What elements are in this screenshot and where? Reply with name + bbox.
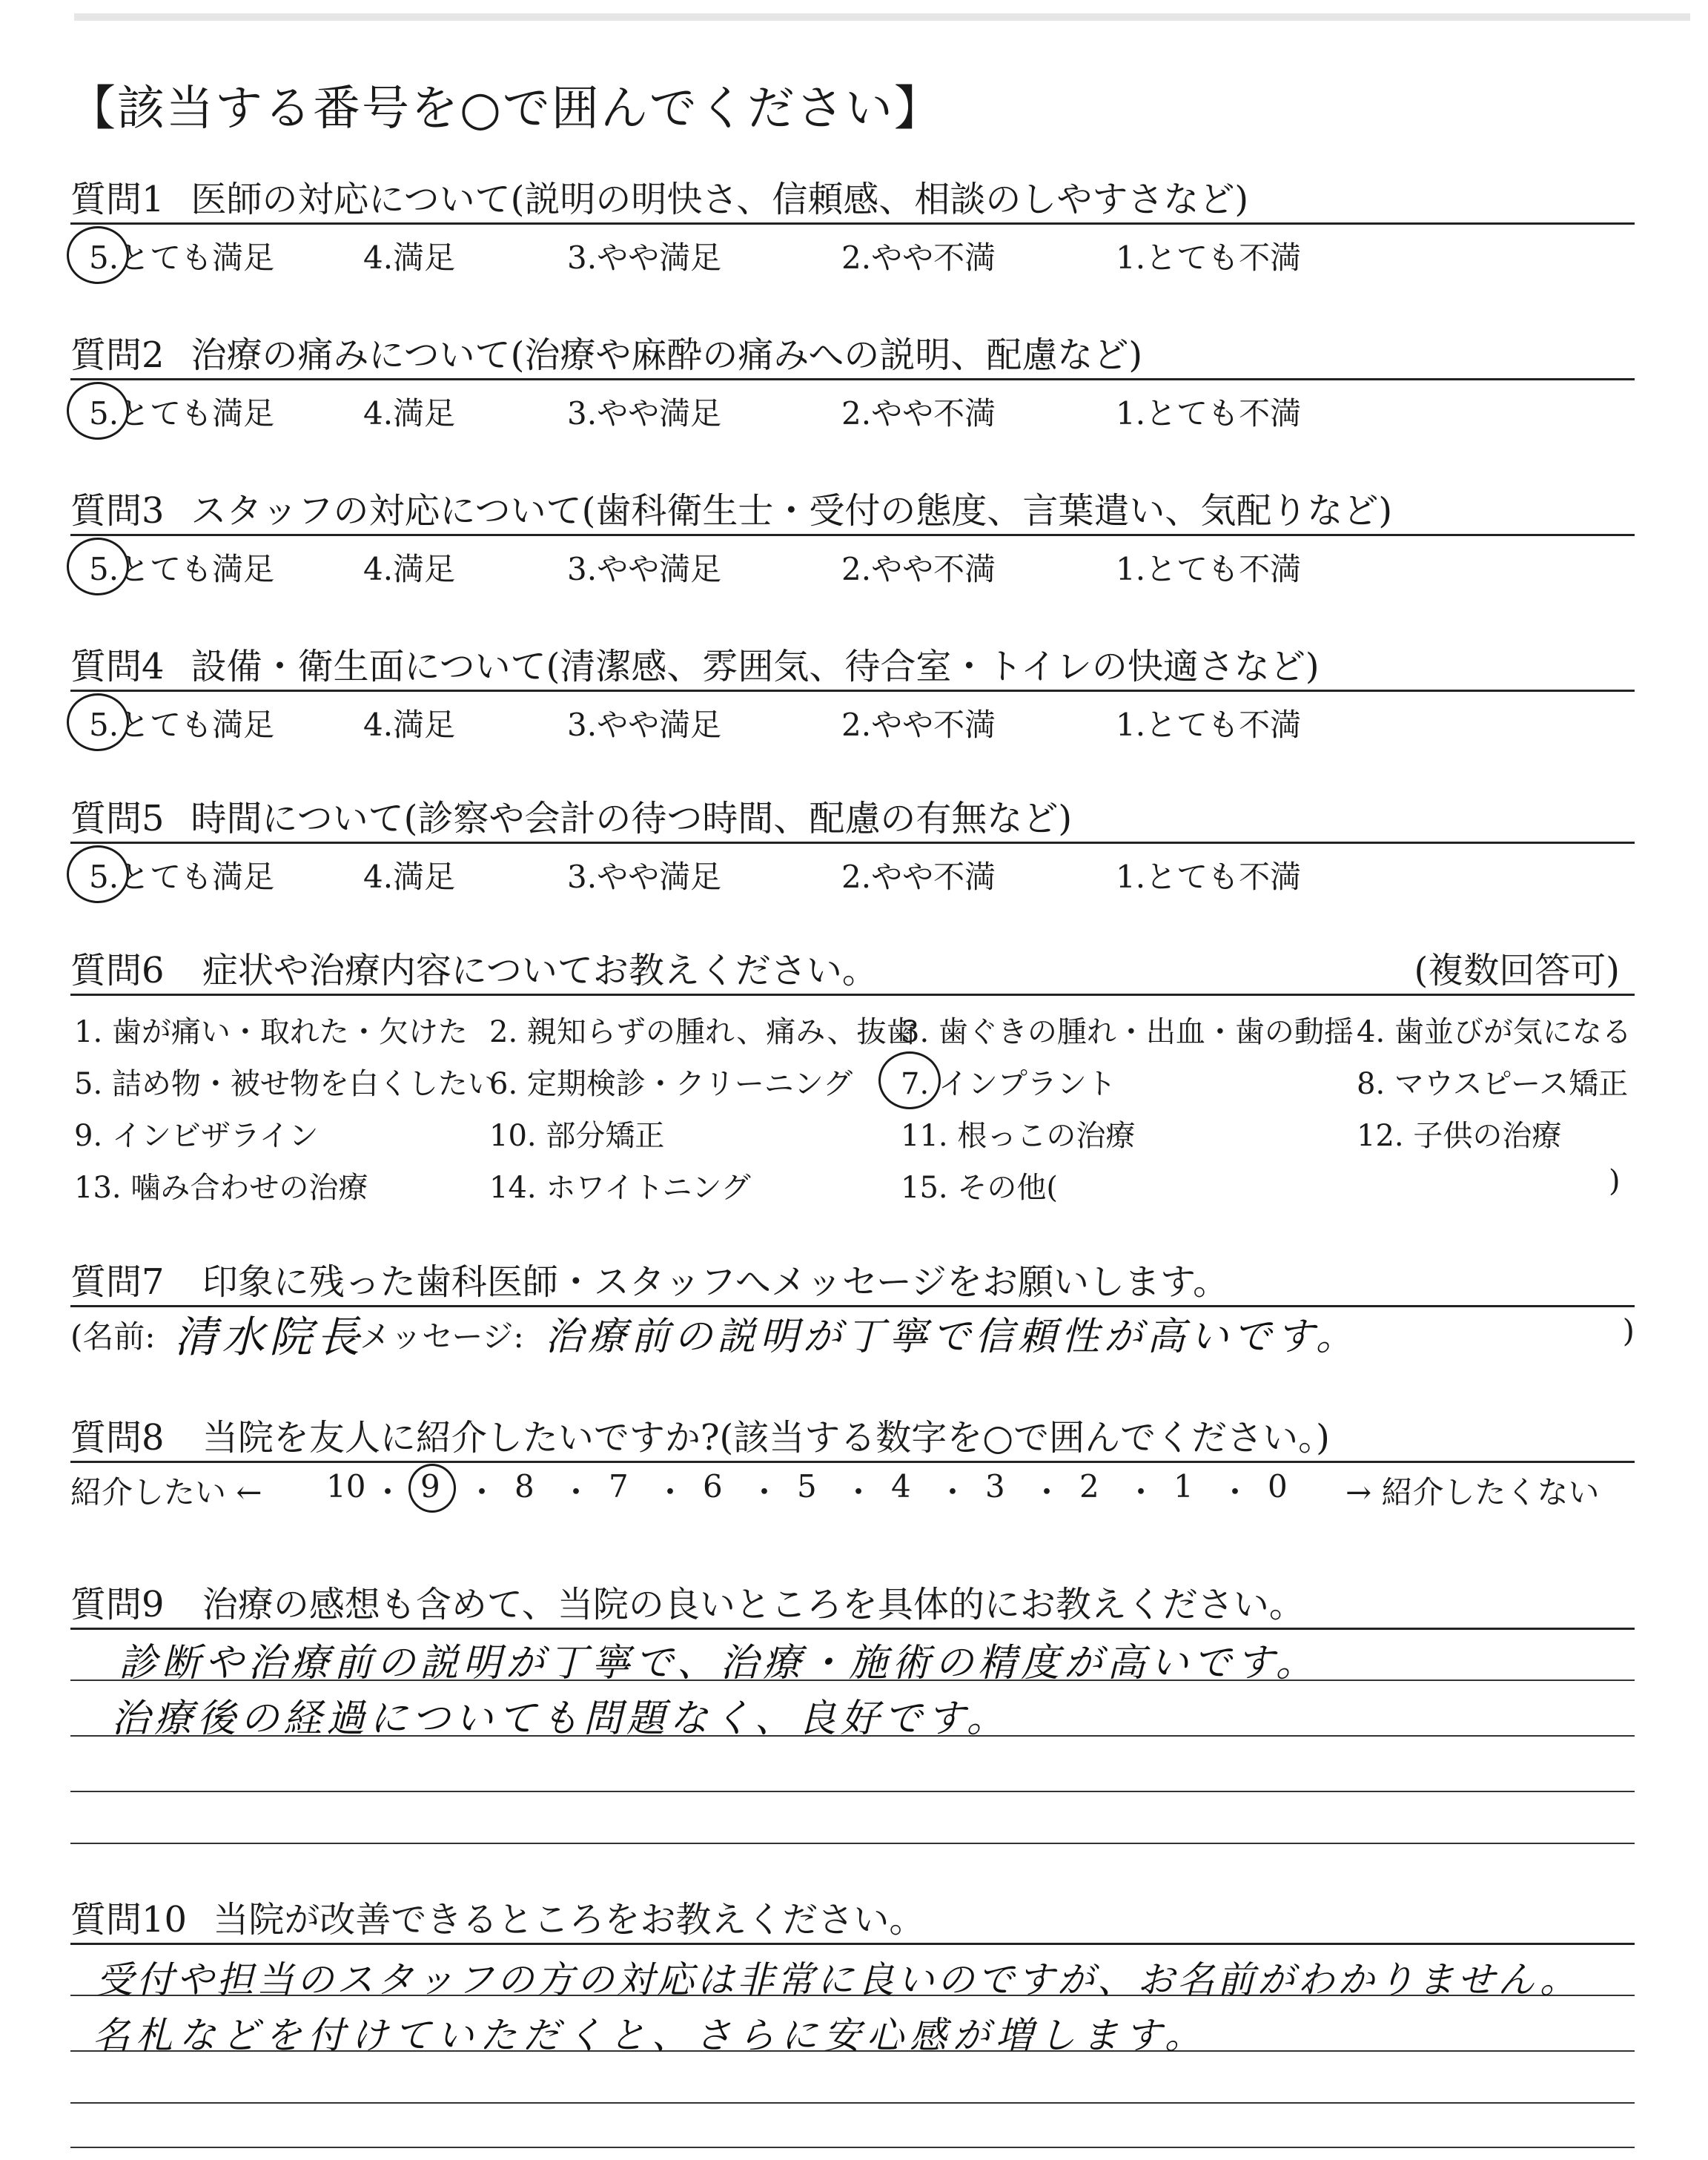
q8-scale-number[interactable]: 10 — [326, 1468, 366, 1505]
q6-other-close-paren: ) — [1609, 1164, 1621, 1198]
q8-scale-separator: ・ — [560, 1474, 592, 1510]
q8-left-label: 紹介したい ← — [70, 1474, 262, 1510]
page-title: 【該当する番号を○で囲んでください】 — [68, 82, 943, 136]
q5-rating-options — [0, 853, 1708, 897]
rating-option[interactable]: 5.とても満足 — [89, 551, 275, 587]
q7-label: 質問7 — [70, 1261, 165, 1303]
q8-scale-number[interactable]: 0 — [1268, 1468, 1288, 1505]
q8-scale-separator: ・ — [466, 1474, 498, 1510]
rating-option[interactable]: 3.やや満足 — [567, 395, 722, 432]
q9-answer-text[interactable]: 治療後の経過についても問題なく、良好です。 — [111, 1697, 1010, 1741]
q8-scale-number[interactable]: 4 — [891, 1468, 911, 1505]
rating-option[interactable]: 4.満足 — [363, 395, 456, 432]
q8-scale-number[interactable]: 5 — [797, 1468, 817, 1505]
rating-option[interactable]: 3.やや満足 — [567, 240, 722, 276]
q8-scale-number[interactable]: 8 — [514, 1468, 534, 1505]
q10-answer-text[interactable]: 名札などを付けていただくと、さらに安心感が増します。 — [93, 2014, 1208, 2057]
q6-options — [0, 1008, 1708, 1231]
q8-scale-separator: ・ — [372, 1474, 404, 1510]
q1-header — [70, 171, 1635, 225]
rating-option[interactable]: 4.満足 — [363, 240, 456, 276]
q1-text: 医師の対応について(説明の明快さ、信頼感、相談のしやすさなど) — [191, 179, 1249, 220]
rating-option[interactable]: 1.とても不満 — [1116, 240, 1302, 276]
q8-scale-number[interactable]: 2 — [1079, 1468, 1099, 1505]
rating-option[interactable]: 3.やや満足 — [567, 859, 722, 895]
rating-option[interactable]: 2.やや不満 — [841, 551, 996, 587]
selection-circle — [408, 1464, 456, 1513]
q9-answer-text[interactable]: 診断や治療前の説明が丁寧で、治療・施術の精度が高いです。 — [119, 1641, 1319, 1685]
rating-option[interactable]: 1.とても不満 — [1116, 551, 1302, 587]
q6-option[interactable]: 8. マウスピース矯正 — [1357, 1067, 1629, 1101]
q8-label: 質問8 — [70, 1417, 165, 1459]
rating-option[interactable]: 2.やや不満 — [841, 859, 996, 895]
q6-option[interactable]: 15. その他( — [901, 1171, 1058, 1205]
q8-scale-number[interactable]: 6 — [703, 1468, 723, 1505]
rating-option[interactable]: 3.やや満足 — [567, 551, 722, 587]
q8-scale-separator: ・ — [1125, 1474, 1157, 1510]
q7-name-label: (名前: — [70, 1318, 156, 1355]
scan-top-edge — [74, 13, 1690, 21]
q6-option[interactable]: 12. 子供の治療 — [1357, 1119, 1562, 1153]
q8-header — [70, 1409, 1635, 1463]
q9-answer-line — [70, 1791, 1635, 1792]
rating-option[interactable]: 5.とても満足 — [89, 859, 275, 895]
rating-option[interactable]: 1.とても不満 — [1116, 395, 1302, 432]
rating-option[interactable]: 2.やや不満 — [841, 395, 996, 432]
q6-option[interactable]: 5. 詰め物・被せ物を白くしたい — [74, 1067, 497, 1101]
selection-circle — [67, 693, 129, 751]
q7-close-paren: ) — [1622, 1312, 1635, 1349]
q8-scale-separator: ・ — [1031, 1474, 1063, 1510]
q8-scale-number[interactable]: 1 — [1174, 1468, 1194, 1505]
q6-option[interactable]: 14. ホワイトニング — [489, 1171, 751, 1205]
q1-label: 質問1 — [70, 179, 165, 220]
q6-label: 質問6 — [70, 950, 165, 991]
q4-rating-options — [0, 701, 1708, 745]
q7-message-value[interactable]: 治療前の説明が丁寧で信頼性が高いです。 — [545, 1315, 1359, 1359]
q1-rating-options — [0, 234, 1708, 278]
q6-option[interactable]: 13. 噛み合わせの治療 — [74, 1171, 368, 1205]
selection-circle — [67, 845, 129, 903]
q6-option[interactable]: 10. 部分矯正 — [489, 1119, 665, 1153]
q7-text: 印象に残った歯科医師・スタッフへメッセージをお願いします。 — [202, 1261, 1229, 1303]
q3-text: スタッフの対応について(歯科衛生士・受付の態度、言葉遣い、気配りなど) — [191, 490, 1393, 532]
q8-scale-separator: ・ — [655, 1474, 686, 1510]
rating-option[interactable]: 2.やや不満 — [841, 707, 996, 743]
rating-option[interactable]: 4.満足 — [363, 707, 456, 743]
q6-option[interactable]: 2. 親知らずの腫れ、痛み、抜歯 — [489, 1015, 916, 1049]
q8-scale-separator: ・ — [749, 1474, 781, 1510]
q2-label: 質問2 — [70, 334, 165, 376]
rating-option[interactable]: 4.満足 — [363, 859, 456, 895]
q2-text: 治療の痛みについて(治療や麻酔の痛みへの説明、配慮など) — [191, 334, 1143, 376]
rating-option[interactable]: 1.とても不満 — [1116, 707, 1302, 743]
selection-circle — [67, 382, 129, 440]
q10-answer-line — [70, 2102, 1635, 2104]
q8-scale-number[interactable]: 9 — [420, 1468, 440, 1505]
rating-option[interactable]: 2.やや不満 — [841, 240, 996, 276]
q8-scale — [0, 1468, 1708, 1520]
q4-label: 質問4 — [70, 646, 165, 687]
q4-header — [70, 638, 1635, 692]
q6-multiple-answers-note: (複数回答可) — [1414, 950, 1620, 991]
q8-text: 当院を友人に紹介したいですか?(該当する数字を○で囲んでください。) — [202, 1417, 1330, 1459]
q6-text: 症状や治療内容についてお教えください。 — [202, 950, 878, 991]
q7-message-label: メッセージ: — [360, 1318, 524, 1355]
rating-option[interactable]: 4.満足 — [363, 551, 456, 587]
q3-label: 質問3 — [70, 490, 165, 532]
q10-answer-text[interactable]: 受付や担当のスタッフの方の対応は非常に良いのですが、お名前がわかりません。 — [96, 1958, 1580, 2001]
rating-option[interactable]: 1.とても不満 — [1116, 859, 1302, 895]
q6-option[interactable]: 6. 定期検診・クリーニング — [489, 1067, 853, 1101]
selection-circle — [67, 226, 129, 284]
q10-answer-line — [70, 2147, 1635, 2148]
q6-option[interactable]: 3. 歯ぐきの腫れ・出血・歯の動揺 — [901, 1015, 1354, 1049]
rating-option[interactable]: 5.とても満足 — [89, 395, 275, 432]
q6-header — [70, 942, 1635, 996]
q2-header — [70, 326, 1635, 380]
rating-option[interactable]: 5.とても満足 — [89, 240, 275, 276]
q10-text: 当院が改善できるところをお教えください。 — [213, 1899, 925, 1941]
q7-name-value[interactable]: 清水院長 — [174, 1312, 365, 1362]
rating-option[interactable]: 3.やや満足 — [567, 707, 722, 743]
selection-circle — [67, 538, 129, 595]
q8-scale-number[interactable]: 7 — [609, 1468, 629, 1505]
q7-header — [70, 1253, 1635, 1307]
q3-header — [70, 482, 1635, 536]
q2-rating-options — [0, 389, 1708, 434]
q8-scale-separator: ・ — [1219, 1474, 1251, 1510]
q7-message-row — [70, 1312, 1635, 1366]
q4-text: 設備・衛生面について(清潔感、雰囲気、待合室・トイレの快適さなど) — [191, 646, 1320, 687]
q5-header — [70, 790, 1635, 844]
q9-header — [70, 1576, 1635, 1630]
q8-right-label: → 紹介したくない — [1345, 1474, 1600, 1510]
q10-label: 質問10 — [70, 1899, 188, 1941]
q5-label: 質問5 — [70, 798, 165, 839]
q6-option[interactable]: 1. 歯が痛い・取れた・欠けた — [74, 1015, 468, 1049]
q8-scale-separator: ・ — [843, 1474, 875, 1510]
q6-option[interactable]: 11. 根っこの治療 — [901, 1119, 1136, 1153]
q6-option[interactable]: 9. インビザライン — [74, 1119, 319, 1153]
q9-answer-line — [70, 1843, 1635, 1844]
q5-text: 時間について(診察や会計の待つ時間、配慮の有無など) — [191, 798, 1073, 839]
rating-option[interactable]: 5.とても満足 — [89, 707, 275, 743]
q8-scale-separator: ・ — [937, 1474, 969, 1510]
q9-label: 質問9 — [70, 1584, 165, 1625]
q3-rating-options — [0, 545, 1708, 589]
q8-scale-number[interactable]: 3 — [985, 1468, 1005, 1505]
q10-header — [70, 1891, 1635, 1945]
q6-option[interactable]: 4. 歯並びが気になる — [1357, 1015, 1632, 1049]
q9-text: 治療の感想も含めて、当院の良いところを具体的にお教えください。 — [202, 1584, 1305, 1625]
q6-option[interactable]: 7. インプラント — [901, 1067, 1116, 1101]
